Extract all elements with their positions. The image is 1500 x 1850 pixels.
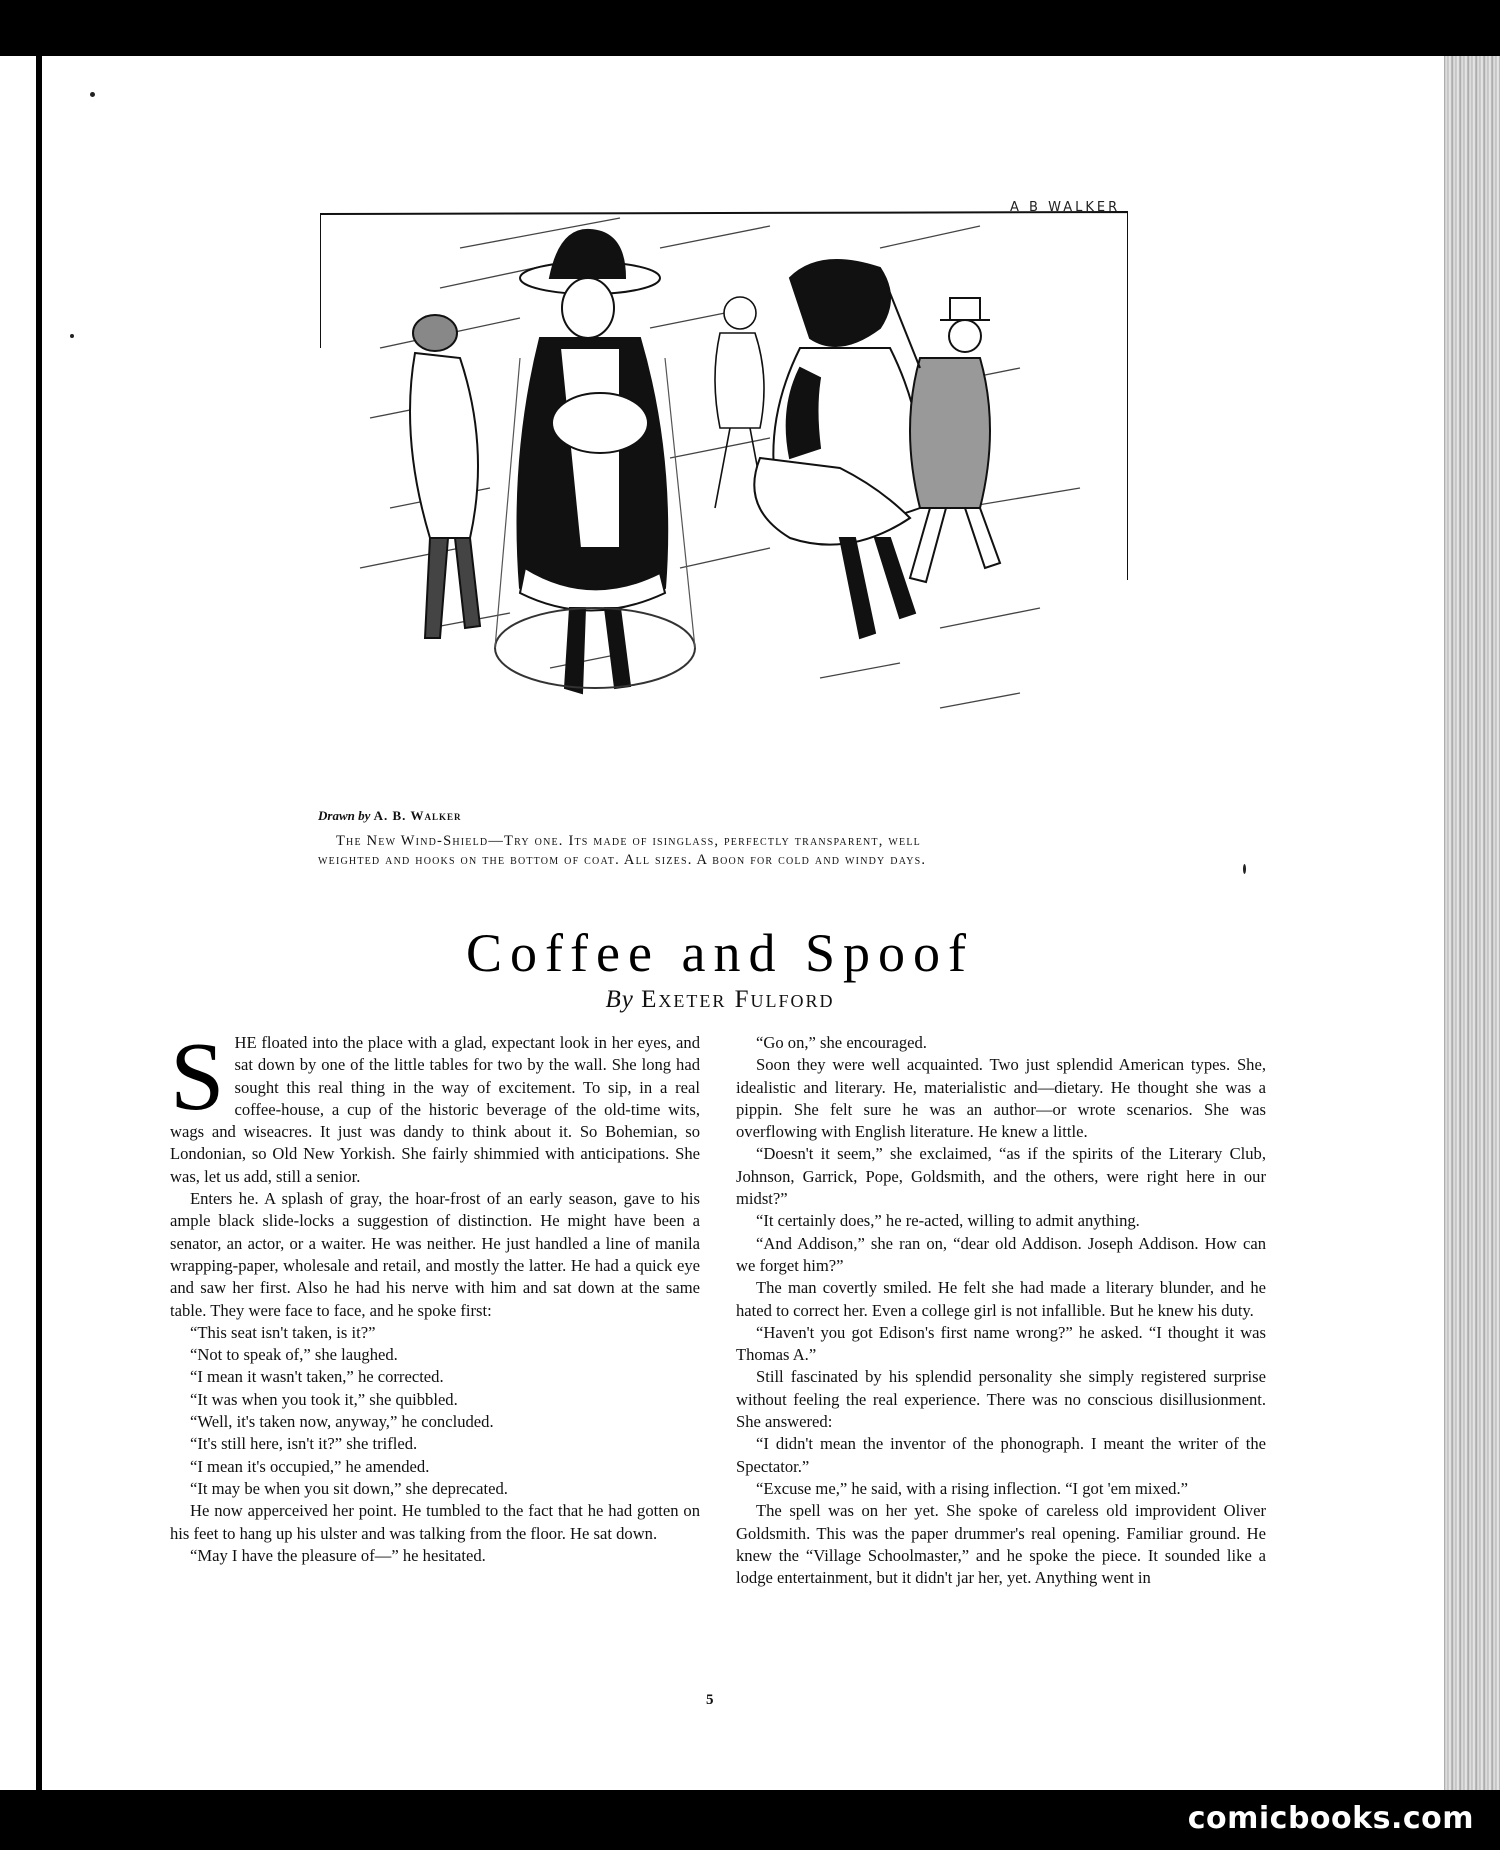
paragraph: “I mean it wasn't taken,” he corrected.: [190, 1367, 444, 1387]
credit-artist-name: A. B. Walker: [373, 808, 462, 823]
watermark: comicbooks.com: [1187, 1801, 1474, 1836]
scan-border-bottom: [0, 1790, 1500, 1850]
article-column-left: [170, 1023, 700, 1567]
caption-line-1: The New Wind-Shield—Try one. Its made of isinglass, perfectly transparent, well: [336, 833, 921, 849]
scan-speck: [1243, 864, 1246, 874]
artist-signature: A B WALKER: [1010, 200, 1121, 215]
byline-by: By: [605, 986, 634, 1013]
paragraph: He now apperceived her point. He tumbled to the fact that he had gotten on his feet to hang up his ulster and was talking from the floor. He sat down.: [170, 1501, 700, 1543]
paragraph: “May I have the pleasure of—” he hesitated.: [190, 1545, 486, 1565]
credit-prefix: Drawn by: [318, 808, 371, 823]
drop-cap: S: [170, 1023, 225, 1131]
article-column-right: [736, 1032, 1266, 1589]
paragraph: “Excuse me,” he said, with a rising inflection. “I got 'em mixed.”: [756, 1478, 1188, 1498]
book-page-edges: [1444, 56, 1500, 1790]
paragraph: “Not to speak of,” she laughed.: [190, 1345, 398, 1365]
paragraph: Enters he. A splash of gray, the hoar-frost of an early season, gave to his ample black slide-locks a suggestion of distinction. He might have been a senator, an actor, or a waiter. He was neither. He just handled a line of manila wrapping-paper, wholesale and retail, and mostly the latter. He had a quick eye and saw her first. Also he had his nerve with him and sat down at the same table. They were face to face, and he spoke first:: [170, 1189, 700, 1320]
paragraph: “I mean it's occupied,” he amended.: [190, 1456, 430, 1476]
illustration-credit: [318, 808, 461, 824]
paragraph: Still fascinated by his splendid personality she simply registered surprise without feeling the real experience. There was no conscious disillusionment. She answered:: [736, 1367, 1266, 1432]
paragraph: “It was when you took it,” she quibbled.: [190, 1389, 458, 1409]
paragraph: “Haven't you got Edison's first name wrong?” he asked. “I thought it was Thomas A.”: [736, 1322, 1266, 1365]
paragraph: “It may be when you sit down,” she deprecated.: [190, 1478, 508, 1498]
paragraph: Soon they were well acquainted. Two just splendid American types. She, idealistic and literary. He, materialistic and—dietary. He thought she was a pippin. She felt sure he was an author—or wrote scenarios. She was overflowing with English literature. He knew a little.: [736, 1055, 1266, 1142]
paragraph: “Well, it's taken now, anyway,” he concluded.: [190, 1412, 494, 1432]
paragraph: HE floated into the place with a glad, expectant look in her eyes, and sat down by one of the little tables for two by the wall. She long had sought this real thing in the way of excitement. To sip, in a real coffee-house, a cup of the historic beverage of the old-time wits, wags and wiseacres. It just was dandy to think about it. So Bohemian, so Londonian, so Old New Yorkish. She fairly shimmied with anticipations. She was, let us add, still a senior.: [170, 1033, 700, 1186]
paragraph: The man covertly smiled. He felt she had made a literary blunder, and he hated to correct her. Even a college girl is not infallible. But he knew his duty.: [736, 1278, 1266, 1320]
article-byline: [400, 986, 1040, 1014]
facing-page-edge: [0, 56, 36, 1790]
paragraph: “It's still here, isn't it?” she trifled.: [190, 1434, 418, 1454]
paragraph: “I didn't mean the inventor of the phonograph. I meant the writer of the Spectator.”: [736, 1434, 1266, 1476]
paragraph: “Doesn't it seem,” she exclaimed, “as if the spirits of the Literary Club, Johnson, Garrick, Pope, Goldsmith, and the others, were right here in our midst?”: [736, 1144, 1266, 1209]
caption-line-2: weighted and hooks on the bottom of coat. All sizes. A boon for cold and windy days.: [318, 852, 927, 868]
paragraph: “It certainly does,” he re-acted, willing to admit anything.: [756, 1211, 1140, 1231]
cartoon-illustration: [320, 208, 1128, 808]
paragraph: “Go on,” she encouraged.: [756, 1033, 927, 1052]
windy-street-drawing: [320, 208, 1128, 808]
paragraph: “This seat isn't taken, is it?”: [190, 1322, 376, 1342]
scan-speck: [70, 334, 74, 338]
page-number: 5: [706, 1692, 714, 1708]
paragraph: “And Addison,” she ran on, “dear old Addison. Joseph Addison. How can we forget him?”: [736, 1233, 1266, 1275]
scan-border-top: [0, 0, 1500, 56]
article-title: Coffee and Spoof: [466, 923, 974, 983]
byline-author: Exeter Fulford: [641, 986, 835, 1013]
scan-speck: [90, 92, 95, 97]
illustration-caption: [318, 832, 1110, 870]
paragraph: The spell was on her yet. She spoke of careless old improvident Oliver Goldsmith. This was the paper drummer's real opening. Familiar ground. He knew the “Village Schoolmaster,” and he spoke the piece. It sounded like a lodge entertainment, but it didn't jar her, yet. Anything went in: [736, 1501, 1266, 1588]
